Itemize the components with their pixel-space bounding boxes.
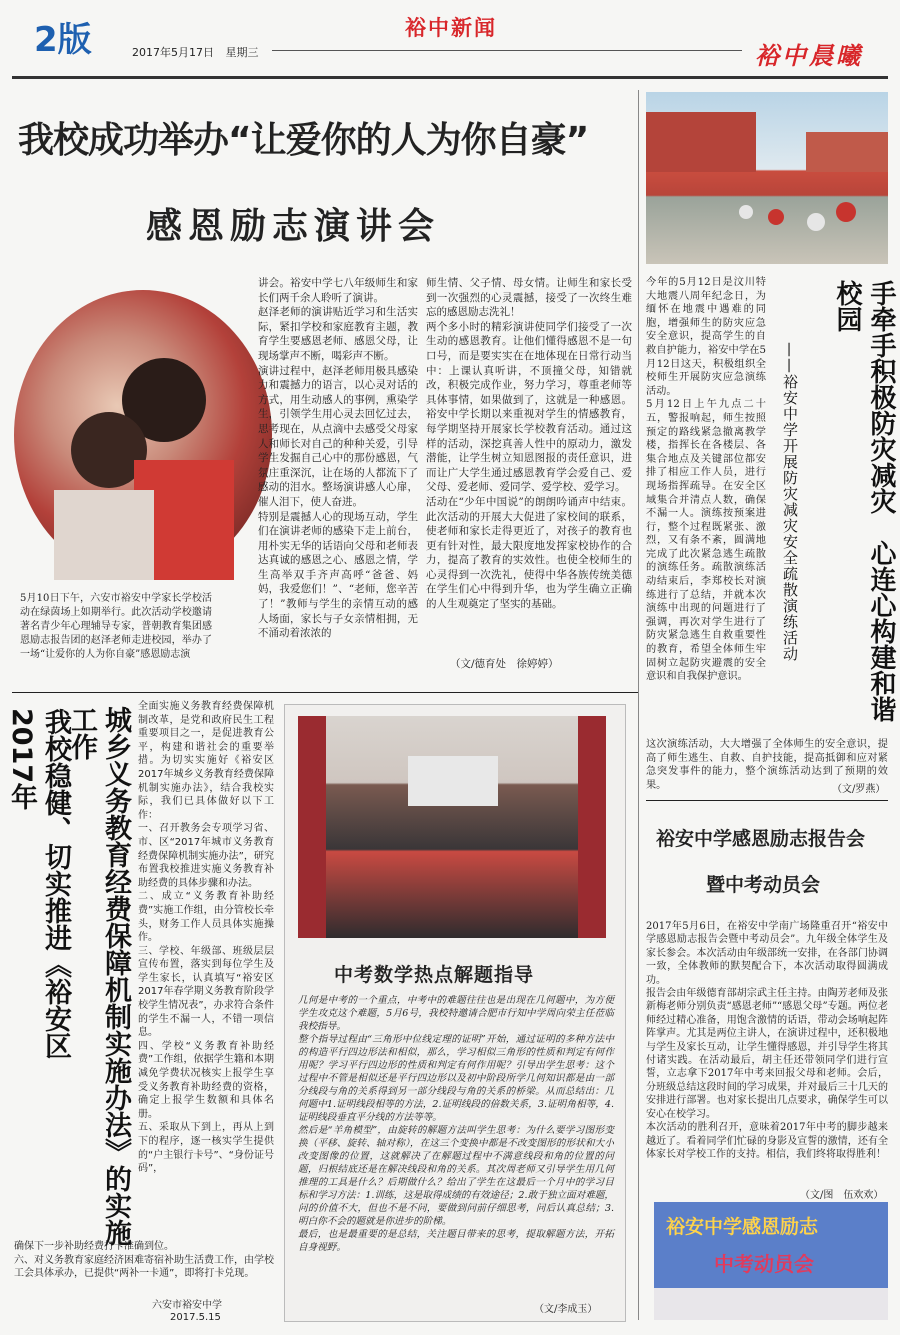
right-col-divider [638,90,639,1320]
date-text: 2017年5月17日 [132,46,214,59]
classroom-photo [298,716,606,938]
masthead-rule [272,50,742,51]
drill-byline: （文/罗燕） [832,784,886,795]
funding-body: 全面实施义务教育经费保障机制改革，是党和政府民生工程重要项目之一，是促进教育公平，构建和谐社会的重要举措。为切实实施好《裕安区2017年城乡义务教育经费保障机制实施办法》，结合我校实际，我们已具体做好以下工作： 一、召开教务会专项学习省、市、区“2017年城市义务教育经费保障机制实施办法”，研究布置我校推进实施义务教育补助经费的具体步骤和办法。 二、成立“义务教育补助经费”实施工作组，由分管校长牵头，财务工作人员具体实施操作。 三、学校、年级部、班级层层宣传布置，落实到每位学生及学生家长，认真填写“裕安区2017年春学期义务教育阶段学校学生情况表”，办求符合条件的学生不漏一人，不错一项信息。 四、学校“义务教育补助经费”工作组，依据学生籍和本期减免学费状况核实上报学生享受义务教育补助经费的资格，确定上报学生数额和具体名册。 五、采取从下到上，再从上到下的程序，逐一核实学生提供的“户主银行卡号”、“身份证号码”， [138,701,274,1175]
report-body: 2017年5月6日，在裕安中学南广场隆重召开“裕安中学感恩励志报告会暨中考动员会”。九年级全体学生及家长参会。本次活动由年级部统一安排，在各部门协调一致，全体教师的默契配合下，本次活动取得圆满成功。 报告会由年级德育部胡宗武主任主持。由陶芳老师及张新梅老师分别负责“感恩老师”“感恩父母”专题。两位老师经过精心准备，用饱含激情的话语，带动会场响起阵阵掌声。尤其是两位主讲人，在演讲过程中，还积极地与学生及家长互动，让学生懂得感恩，并引导学生将其付诸实践。在活动最后，胡主任还带领同学们进行宣誓，立志拿下2017年中考来回报父母和老师。会后，分班级总结这段时间的学习成果，并对最后三十几天的安排进行部署。也对家长提出几点要求，确保学生可以安心在校学习。 本次活动的胜利召开，意味着2017年中考的脚步越来越近了。看着同学们忙碌的身影及宣誓的激情，还有全体家长对学校工作的支持。相信，我们终将取得胜利！ [646,921,888,1160]
lead-caption: 5月10日下午，六安市裕安中学家长学校活动在绿茵场上如期举行。此次活动学校邀请著名青少年心理辅导专家，普朝教育集团感恩励志报告团的赵泽老师走进校园，举办了一场“让爱你的人为你自豪”感恩励志演 [20,593,212,660]
funding-signature: 六安市裕安中学 [152,1300,222,1311]
weekday-text: 星期三 [225,46,259,59]
report-subtitle: 暨中考动员会 [706,874,821,896]
drill-body: 今年的5月12日是汶川特大地震八周年纪念日，为缅怀在地震中遇难的同胞，增强师生的防灾应急安全意识，提高学生的自救自护能力，裕安中学在5月12日这天，积极组织全校师生开展防灾应急演练活动。 5月12日上午九点二十五，警报响起，师生按照预定的路线紧急撤离教学楼，指挥长在各楼层、各集合地点及关键部位都安排了相应工作人员，进行现场指挥疏导。在安全区域集合并清点人数，确保不漏一人。演练按预案进行，整个过程既紧张、激烈，又有条不紊，圆满地完成了此次紧急逃生疏散的演练任务。疏散演练活动结束后，李郑校长对演练进行了总结，并就本次演练中出现的问题进行了强调，再次对学生进行了防灾紧急逃生自救重要性的教育，希望全体师生牢固树立起防灾避震的安全意识和自我保护意识。 [646,277,766,683]
drill-subtitle: ——裕安中学开展防灾减灾安全疏散演练活动 [781,342,799,662]
issue-date [132,44,259,60]
banner-line1: 裕安中学感恩励志 [666,1216,819,1238]
lead-body-col2: 师生情、父子情、母女情。让师生和家长受到一次强烈的心灵震撼，接受了一次终生难忘的感恩励志洗礼！ 两个多小时的精彩演讲使同学们接受了一次生动的感恩教育。让他们懂得感恩不是一句口号，而是要实实在在地体现在日常行动当中：上课认真听讲，不顶撞父母，知错就改，积极完成作业，努力学习，尊重老师等具体事情，如果做到了，这就是一种感恩。裕安中学长期以来重视对学生的情感教育，每学期坚持开展家长学校教育活动。通过这样的活动，深挖真善人性中的原动力，激发潜能，让学生树立知恩图报的责任意识，进而让广大学生通过感恩教育学会爱自己、爱父母、爱老师、爱同学、爱学校、爱学习。 活动在“少年中国说”的朗朗吟诵声中结束。此次活动的开展大大促进了家校间的联系，使老师和家长走得更近了，对孩子的教育也更有针对性，最大限度地发挥家校协作的合力，提高了教育的实效性。也使全校师生的心灵得到一次洗礼，使得中华各族传统美德在学生们心中得到升华，也为学生确立正确的人生观奠定了坚实的基础。 [426,277,632,611]
classroom-scene [298,716,606,938]
lead-subtitle: 感恩励志演讲会 [146,206,441,247]
mid-divider [12,692,638,693]
banner-line2: 中考动员会 [714,1252,814,1276]
report-byline: （文/图 伍欢欢） [800,1190,884,1201]
lead-title: 我校成功举办“让爱你的人为你自豪” [18,120,589,161]
drill-photo [646,92,888,264]
header-divider [12,76,888,79]
math-byline: （文/李成玉） [534,1304,598,1315]
funding-date: 2017.5.15 [170,1312,221,1323]
students-running [646,92,888,264]
drill-closing: 这次演练活动，大大增强了全体师生的安全意识，提高了师生逃生、自救、自护技能，提高抵御和应对紧急突发事件的能力，整个演练活动达到了预期的效果。 [646,739,888,791]
report-banner-photo [654,1202,888,1320]
section-name: 裕中新闻 [405,16,497,40]
math-body: 几何是中考的一个重点，中考中的难题往往也是出现在几何题中，为方便学生攻克这个难题，5月6号，我校特邀请合肥市行知中学周向荣主任莅临我校指导。 整个指导过程由“三角形中位线定理的证明”开始，通过证明的多种方法中的构造平行四边形法和相似，那么，学习相似三角形的性质和判定有何作用呢？学习平行四边形的性质和判定有何作用呢？引导出学生思考：这个过程中不管是相似还是平行四边形以及初中阶段所学几何知识都是由一部分线段与角的关系得到另一部分线段与角的关系的桥梁。从而总结出：几何题中1.证明线段相等的方法，2.证明线段的倍数关系，3.证明角相等，4.证明线段垂直平分线的方法等等。 然后是“羊角模型”，由旋转的解题方法叫学生思考：为什么要学习图形变换（平移、旋转、轴对称），在这三个变换中都是不改变图形的形状和大小改变图像的位置，这就解决了在解题过程中不满意线段和角的位置的问题，归根结底还是在解决线段和角的关系。其次周老师又引导学生用几何推理的工具是什么？后期做什么？给出了学生在这最后一个月中的学习目标和学习方法：1.训练，这是取得成绩的有效途径；2.敢于独立面对难题，问的价值不大，但也不是不问，要做到问前仔细思考，问后认真总结；3.明白你不会的题就是你进步的阶梯。 最后，也是最重要的是总结，关注题目带来的思考，提取解题方法，开拓自身视野。 [298,995,614,1253]
brand-logo: 裕中晨曦 [755,41,863,70]
funding-title-right: 城乡义务教育经费保障机制实施办法》的实施工作 [66,706,131,1246]
lead-byline: （文/德育处 徐婷婷） [450,658,559,670]
funding-body-bottom: 确保下一步补助经费打卡准确到位。 六、对义务教育家庭经济困难寄宿补助生活费工作，由学校工会具体承办，已提供“两补一卡通”，即将打卡兑现。 [14,1241,274,1280]
page-number: 2版 [34,20,92,60]
funding-title-left: 我校稳健、切实推进《裕安区2017年 [6,708,71,1059]
stage-floor [654,1288,888,1320]
drill-divider [646,800,888,801]
math-title: 中考数学热点解题指导 [334,964,535,986]
lead-body-col1: 讲会。裕安中学七八年级师生和家长们两千余人聆听了演讲。 赵泽老师的演讲贴近学习和生活实际，紧扣学校和家庭教育主题，教育学生要感恩老师、感恩父母，让现场掌声不断，喝彩声不断。 演讲过程中，赵泽老师用极具感染力和震撼力的语言，以心灵对话的方式，用生动感人的事例，熏染学生，引领学生用心灵去回忆过去，思考现在，从点滴中去感受父母家人和师长对自己的种种关爱，引导学生发掘自己心中的那份感恩，气氛庄重深沉，让在场的人都流下了感动的泪水。整场演讲感人心扉，催人泪下，使人奋进。 特别是震撼人心的现场互动，学生们在演讲老师的感染下走上前台，用朴实无华的话语向父母和老师表达真诚的感恩之心、感恩之情，学生高举双手齐声高呼“爸爸、妈妈，我爱您们！”、“老师，您辛苦了！”教师与学生的亲情互动的感人场面，家长与子女亲情相拥，无不涌动着浓浓的 [258,277,418,640]
report-title: 裕安中学感恩励志报告会 [656,828,866,850]
drill-title: 手牵手积极防灾减灾 心连心构建和谐校园 [832,280,896,722]
